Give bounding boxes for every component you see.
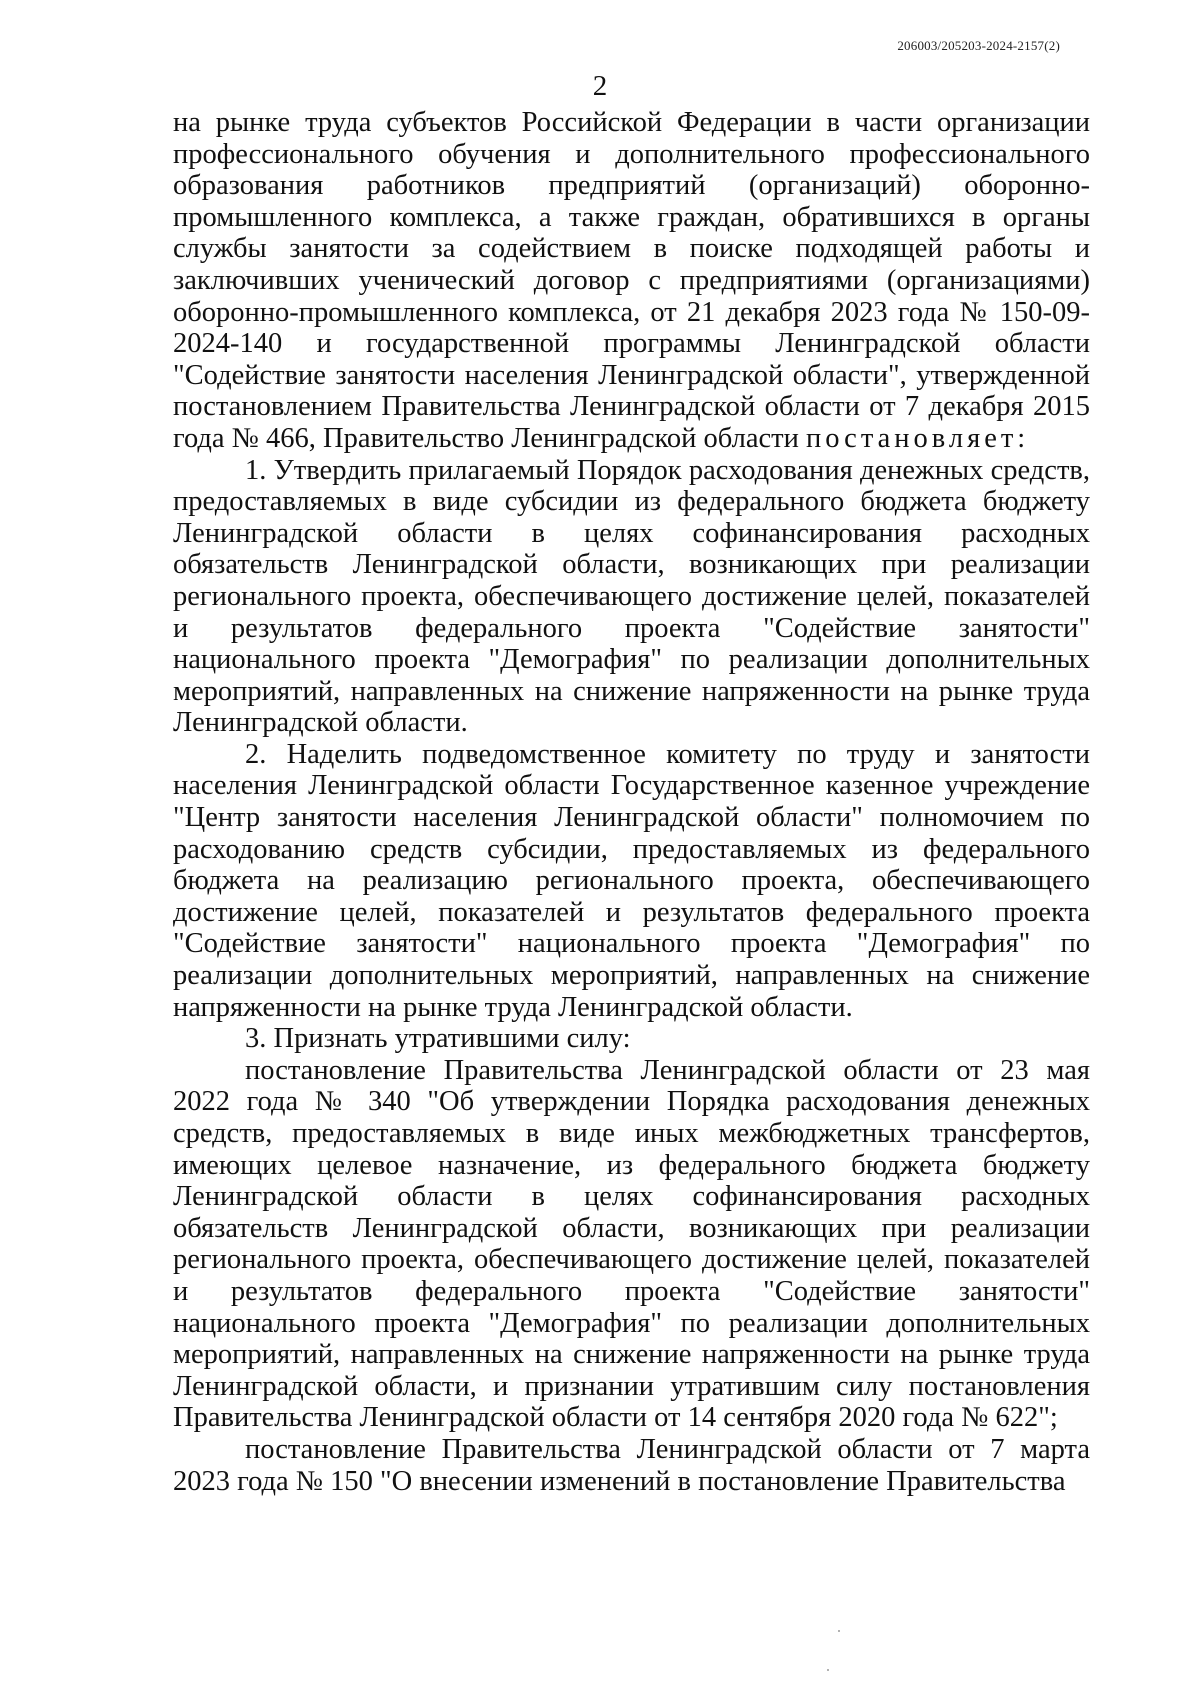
- item-3-heading: 3. Признать утратившими силу:: [245, 1023, 631, 1055]
- scan-speck: [827, 1669, 829, 1671]
- page-number: 2: [592, 70, 608, 102]
- resolves-word: постановляет:: [805, 422, 1030, 454]
- item-1-paragraph: 1. Утвердить прилагаемый Порядок расходования денежных средств, предоставляемых в виде субсидии из федерального бюджета бюджету Ленинградской области в целях софинансирования расходных обязательств Ленинградской области, возникающих при реализации регионального проекта, обеспечивающего достижение целей, показателей и результатов федерального проекта "Содействие занятости" национального проекта "Демография" по реализации дополнительных мероприятий, направленных на снижение напряженности на рынке труда Ленинградской области.: [173, 454, 1090, 739]
- item-3a-paragraph: постановление Правительства Ленинградской области от 23 мая 2022 года № 340 "Об утверждении Порядка расходования денежных средств, предоставляемых в виде иных межбюджетных трансфертов, имеющих целевое назначение, из федерального бюджета бюджету Ленинградской области в целях софинансирования расходных обязательств Ленинградской области, возникающих при реализации регионального проекта, обеспечивающего достижение целей, показателей и результатов федерального проекта "Содействие занятости" национального проекта "Демография" по реализации дополнительных мероприятий, направленных на снижение напряженности на рынке труда Ленинградской области, и признании утратившим силу постановления Правительства Ленинградской области от 14 сентября 2020 года № 622";: [173, 1054, 1090, 1434]
- intro-paragraph: [173, 107, 1090, 455]
- document-body: [173, 107, 1090, 1497]
- item-2-paragraph: 2. Наделить подведомственное комитету по труду и занятости населения Ленинградской области Государственное казенное учреждение "Центр занятости населения Ленинградской области" полномочием по расходованию средств субсидии, предоставляемых из федерального бюджета на реализацию регионального проекта, обеспечивающего достижение целей, показателей и результатов федерального проекта "Содействие занятости" национального проекта "Демография" по реализации дополнительных мероприятий, направленных на снижение напряженности на рынке труда Ленинградской области.: [173, 738, 1090, 1023]
- item-3b-paragraph: постановление Правительства Ленинградской области от 7 марта 2023 года № 150 "О внесении изменений в постановление Правительства: [173, 1433, 1090, 1497]
- scan-speck: [838, 1630, 840, 1632]
- document-id: 206003/205203-2024-2157(2): [897, 38, 1060, 53]
- intro-text: на рынке труда субъектов Российской Федерации в части организации профессионального обучения и дополнительного профессионального образования работников предприятий (организаций) оборонно-промышленного комплекса, а также граждан, обратившихся в органы службы занятости за содействием в поиске подходящей работы и заключивших ученический договор с предприятиями (организациями) оборонно-промышленного комплекса, от 21 декабря 2023 года № 150-09-2024-140 и государственной программы Ленинградской области "Содействие занятости населения Ленинградской области", утвержденной постановлением Правительства Ленинградской области от 7 декабря 2015 года № 466, Правительство Ленинградской области: [173, 107, 1090, 454]
